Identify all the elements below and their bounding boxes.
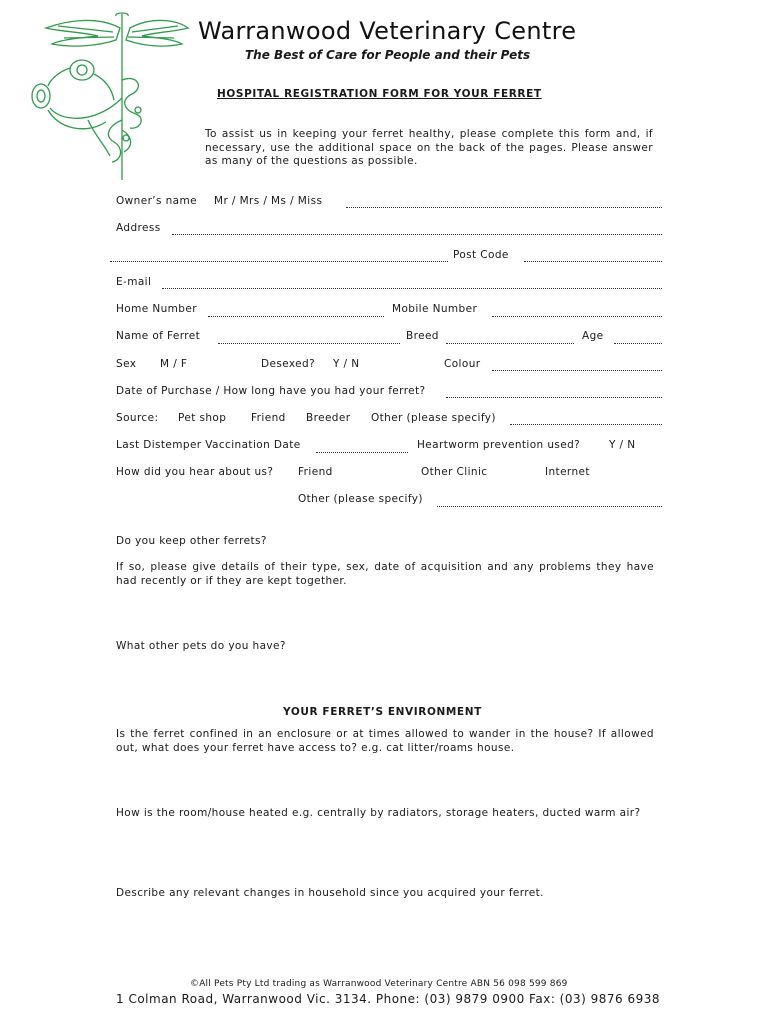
footer-contact: 1 Colman Road, Warranwood Vic. 3134. Phone: (03) 9879 0900 Fax: (03) 9876 6938 [116,992,661,1006]
intro-text: To assist us in keeping your ferret healthy, please complete this form and, if necessary, use the additional space on the back of the pages. Please answer as many of the questions as possible. [205,128,653,167]
age-label: Age [582,330,604,342]
tagline: The Best of Care for People and their Pets [245,48,531,62]
address-field-line2[interactable] [110,261,448,262]
distemper-field[interactable] [316,452,408,453]
post-code-field[interactable] [524,261,662,262]
hear-other[interactable]: Other (please specify) [298,493,423,505]
mobile-number-field[interactable] [492,316,662,317]
clinic-name: Warranwood Veterinary Centre [198,17,577,45]
hear-other-field[interactable] [437,506,662,507]
date-of-purchase-label: Date of Purchase / How long have you had your ferret? [116,385,426,397]
source-breeder[interactable]: Breeder [306,412,351,424]
source-other[interactable]: Other (please specify) [371,412,496,424]
confined-question: Is the ferret confined in an enclosure or at times allowed to wander in the house? If allowed out, what does your ferret have access to? e.g. cat litter/roams house. [116,728,654,754]
heating-question: How is the room/house heated e.g. centrally by radiators, storage heaters, ducted warm air? [116,807,641,819]
ferret-name-field[interactable] [218,343,400,344]
ferret-name-label: Name of Ferret [116,330,201,342]
environment-heading: YOUR FERRET’S ENVIRONMENT [283,706,482,718]
breed-field[interactable] [446,343,574,344]
age-field[interactable] [614,343,662,344]
hear-other-clinic[interactable]: Other Clinic [421,466,488,478]
source-friend[interactable]: Friend [251,412,286,424]
source-label: Source: [116,412,159,424]
owner-name-field[interactable] [346,207,662,208]
other-ferrets-question: Do you keep other ferrets? [116,535,267,547]
colour-label: Colour [444,358,481,370]
address-label: Address [116,222,161,234]
source-pet-shop[interactable]: Pet shop [178,412,227,424]
heartworm-label: Heartworm prevention used? [417,439,581,451]
footer-legal: ©All Pets Pty Ltd trading as Warranwood Veterinary Centre ABN 56 098 599 869 [190,979,568,989]
other-pets-question: What other pets do you have? [116,640,286,652]
hear-internet[interactable]: Internet [545,466,590,478]
sex-label: Sex [116,358,137,370]
changes-question: Describe any relevant changes in household since you acquired your ferret. [116,887,544,899]
source-other-field[interactable] [510,424,662,425]
title-options[interactable]: Mr / Mrs / Ms / Miss [214,195,323,207]
clinic-logo-icon [28,10,193,182]
home-number-field[interactable] [208,316,384,317]
desexed-label: Desexed? [261,358,316,370]
details-question: If so, please give details of their type, sex, date of acquisition and any problems they have had recently or if they are kept together. [116,561,654,587]
hear-friend[interactable]: Friend [298,466,333,478]
form-title: HOSPITAL REGISTRATION FORM FOR YOUR FERRET [217,88,542,100]
date-of-purchase-field[interactable] [446,397,662,398]
hear-about-label: How did you hear about us? [116,466,274,478]
sex-options[interactable]: M / F [160,358,188,370]
email-label: E-mail [116,276,152,288]
heartworm-options[interactable]: Y / N [609,439,636,451]
email-field[interactable] [162,288,662,289]
address-field-line1[interactable] [172,234,662,235]
distemper-label: Last Distemper Vaccination Date [116,439,301,451]
colour-field[interactable] [492,370,662,371]
owner-name-label: Owner’s name [116,195,198,207]
home-number-label: Home Number [116,303,197,315]
desexed-options[interactable]: Y / N [333,358,360,370]
breed-label: Breed [406,330,439,342]
mobile-number-label: Mobile Number [392,303,478,315]
post-code-label: Post Code [453,249,509,261]
